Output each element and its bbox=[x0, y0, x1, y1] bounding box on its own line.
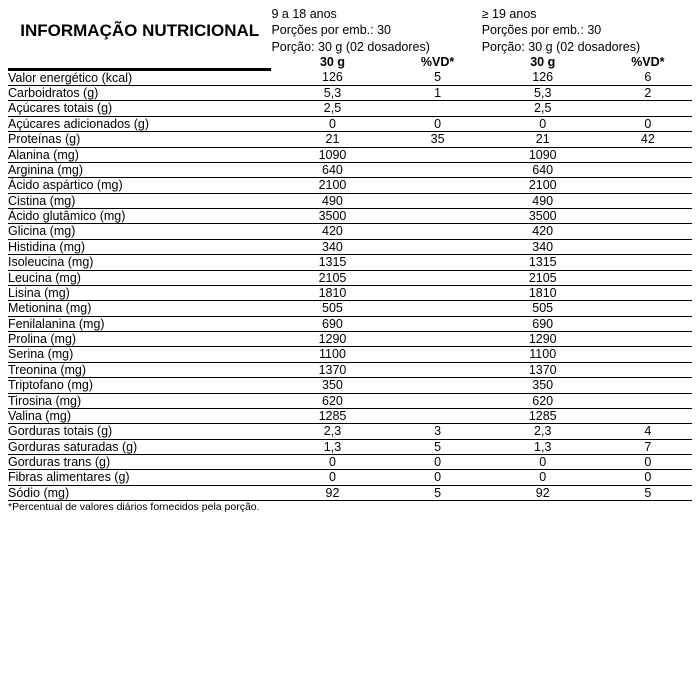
row-label: Gorduras trans (g) bbox=[8, 455, 271, 470]
row-label: Ácido aspártico (mg) bbox=[8, 178, 271, 193]
row-amount-19-plus: 3500 bbox=[482, 209, 604, 224]
row-amount-9-18: 2,5 bbox=[271, 101, 393, 116]
table-row bbox=[8, 301, 692, 316]
row-dv-9-18 bbox=[393, 362, 481, 377]
row-amount-9-18: 420 bbox=[271, 224, 393, 239]
row-dv-19-plus: 0 bbox=[604, 116, 692, 131]
row-dv-19-plus bbox=[604, 101, 692, 116]
row-amount-19-plus: 1810 bbox=[482, 285, 604, 300]
row-label: Serina (mg) bbox=[8, 347, 271, 362]
row-amount-9-18: 21 bbox=[271, 132, 393, 147]
row-amount-19-plus: 5,3 bbox=[482, 86, 604, 101]
row-amount-19-plus: 2,5 bbox=[482, 101, 604, 116]
row-dv-19-plus bbox=[604, 239, 692, 254]
footnote-text: *Percentual de valores diários fornecidos pela porção. bbox=[8, 501, 260, 514]
row-dv-19-plus bbox=[604, 347, 692, 362]
row-amount-19-plus: 1370 bbox=[482, 362, 604, 377]
row-amount-19-plus: 420 bbox=[482, 224, 604, 239]
column-header-row bbox=[8, 55, 692, 69]
row-dv-19-plus bbox=[604, 270, 692, 285]
col-dv-19-plus: %VD* bbox=[631, 54, 665, 69]
table-row bbox=[8, 132, 692, 147]
row-amount-19-plus: 690 bbox=[482, 316, 604, 331]
table-row bbox=[8, 378, 692, 393]
table-row bbox=[8, 255, 692, 270]
row-dv-19-plus: 5 bbox=[604, 485, 692, 500]
row-label: Proteínas (g) bbox=[8, 132, 271, 147]
table-row bbox=[8, 116, 692, 131]
row-amount-9-18: 1370 bbox=[271, 362, 393, 377]
row-amount-9-18: 640 bbox=[271, 162, 393, 177]
row-label: Treonina (mg) bbox=[8, 362, 271, 377]
row-amount-9-18: 126 bbox=[271, 69, 393, 85]
row-dv-9-18 bbox=[393, 162, 481, 177]
row-dv-9-18 bbox=[393, 378, 481, 393]
row-dv-9-18: 35 bbox=[393, 132, 481, 147]
row-amount-19-plus: 92 bbox=[482, 485, 604, 500]
row-amount-19-plus: 1,3 bbox=[482, 439, 604, 454]
row-label: Fenilalanina (mg) bbox=[8, 316, 271, 331]
row-dv-19-plus bbox=[604, 285, 692, 300]
row-amount-9-18: 1090 bbox=[271, 147, 393, 162]
row-amount-19-plus: 340 bbox=[482, 239, 604, 254]
row-label: Histidina (mg) bbox=[8, 239, 271, 254]
row-dv-9-18 bbox=[393, 101, 481, 116]
group-header-19-plus bbox=[482, 6, 692, 55]
row-label: Alanina (mg) bbox=[8, 147, 271, 162]
row-amount-9-18: 620 bbox=[271, 393, 393, 408]
group-age-label: ≥ 19 anos bbox=[481, 7, 537, 21]
table-row bbox=[8, 362, 692, 377]
row-dv-9-18 bbox=[393, 285, 481, 300]
table-row bbox=[8, 147, 692, 162]
row-dv-19-plus bbox=[604, 332, 692, 347]
row-amount-19-plus: 2,3 bbox=[482, 424, 604, 439]
row-dv-19-plus bbox=[604, 408, 692, 423]
table-row bbox=[8, 86, 692, 101]
row-amount-19-plus: 1100 bbox=[482, 347, 604, 362]
row-label: Gorduras saturadas (g) bbox=[8, 439, 271, 454]
row-label: Cistina (mg) bbox=[8, 193, 271, 208]
row-amount-19-plus: 350 bbox=[482, 378, 604, 393]
row-dv-19-plus bbox=[604, 378, 692, 393]
spacer-cell bbox=[8, 55, 271, 69]
row-amount-9-18: 1,3 bbox=[271, 439, 393, 454]
table-row bbox=[8, 332, 692, 347]
header-row bbox=[8, 6, 692, 55]
row-amount-9-18: 5,3 bbox=[271, 86, 393, 101]
row-dv-9-18 bbox=[393, 147, 481, 162]
row-dv-9-18 bbox=[393, 255, 481, 270]
row-dv-9-18: 0 bbox=[393, 470, 481, 485]
group-age-label: 9 a 18 anos bbox=[271, 7, 337, 21]
row-amount-9-18: 350 bbox=[271, 378, 393, 393]
row-dv-9-18: 1 bbox=[393, 86, 481, 101]
row-amount-19-plus: 640 bbox=[482, 162, 604, 177]
row-amount-9-18: 1315 bbox=[271, 255, 393, 270]
row-amount-19-plus: 505 bbox=[482, 301, 604, 316]
row-amount-9-18: 92 bbox=[271, 485, 393, 500]
table-row bbox=[8, 224, 692, 239]
row-dv-19-plus bbox=[604, 147, 692, 162]
page-title: INFORMAÇÃO NUTRICIONAL bbox=[20, 20, 260, 40]
nutrition-table bbox=[8, 6, 692, 513]
row-dv-9-18: 5 bbox=[393, 439, 481, 454]
row-dv-9-18 bbox=[393, 178, 481, 193]
row-amount-19-plus: 0 bbox=[482, 455, 604, 470]
row-amount-9-18: 2105 bbox=[271, 270, 393, 285]
row-label: Açúcares adicionados (g) bbox=[8, 116, 271, 131]
group-servings-per-package: Porções por emb.: 30 bbox=[271, 23, 391, 38]
table-row bbox=[8, 393, 692, 408]
col-amount-19-plus: 30 g bbox=[530, 54, 556, 69]
row-dv-19-plus bbox=[604, 362, 692, 377]
row-dv-9-18 bbox=[393, 332, 481, 347]
row-dv-19-plus bbox=[604, 193, 692, 208]
row-dv-19-plus bbox=[604, 393, 692, 408]
row-dv-19-plus bbox=[604, 301, 692, 316]
row-amount-19-plus: 1315 bbox=[482, 255, 604, 270]
row-dv-9-18 bbox=[393, 239, 481, 254]
row-amount-19-plus: 126 bbox=[482, 69, 604, 85]
row-dv-9-18: 5 bbox=[393, 485, 481, 500]
row-dv-9-18 bbox=[393, 270, 481, 285]
row-label: Valor energético (kcal) bbox=[8, 69, 271, 85]
row-dv-19-plus bbox=[604, 255, 692, 270]
row-amount-9-18: 2,3 bbox=[271, 424, 393, 439]
row-label: Sódio (mg) bbox=[8, 485, 271, 500]
table-row bbox=[8, 209, 692, 224]
row-label: Ácido glutâmico (mg) bbox=[8, 209, 271, 224]
row-dv-19-plus bbox=[604, 316, 692, 331]
row-label: Lisina (mg) bbox=[8, 285, 271, 300]
row-dv-19-plus: 0 bbox=[604, 470, 692, 485]
row-dv-9-18: 3 bbox=[393, 424, 481, 439]
row-amount-19-plus: 21 bbox=[482, 132, 604, 147]
footnote-row bbox=[8, 501, 692, 514]
row-amount-9-18: 490 bbox=[271, 193, 393, 208]
row-dv-9-18 bbox=[393, 347, 481, 362]
row-label: Glicina (mg) bbox=[8, 224, 271, 239]
row-dv-19-plus: 0 bbox=[604, 455, 692, 470]
table-row bbox=[8, 316, 692, 331]
group-portion: Porção: 30 g (02 dosadores) bbox=[271, 39, 430, 54]
row-label: Valina (mg) bbox=[8, 408, 271, 423]
table-row bbox=[8, 455, 692, 470]
row-label: Tirosina (mg) bbox=[8, 393, 271, 408]
row-label: Leucina (mg) bbox=[8, 270, 271, 285]
row-dv-19-plus: 6 bbox=[604, 69, 692, 85]
row-label: Fibras alimentares (g) bbox=[8, 470, 271, 485]
table-row bbox=[8, 101, 692, 116]
row-amount-9-18: 340 bbox=[271, 239, 393, 254]
row-amount-9-18: 0 bbox=[271, 116, 393, 131]
row-label: Prolina (mg) bbox=[8, 332, 271, 347]
row-amount-19-plus: 1290 bbox=[482, 332, 604, 347]
row-label: Carboidratos (g) bbox=[8, 86, 271, 101]
table-row bbox=[8, 424, 692, 439]
table-row bbox=[8, 470, 692, 485]
group-portion: Porção: 30 g (02 dosadores) bbox=[481, 39, 641, 54]
row-label: Gorduras totais (g) bbox=[8, 424, 271, 439]
row-dv-19-plus: 42 bbox=[604, 132, 692, 147]
row-amount-9-18: 1810 bbox=[271, 285, 393, 300]
table-row bbox=[8, 439, 692, 454]
row-dv-19-plus: 4 bbox=[604, 424, 692, 439]
row-amount-9-18: 0 bbox=[271, 455, 393, 470]
row-dv-9-18 bbox=[393, 393, 481, 408]
row-amount-9-18: 505 bbox=[271, 301, 393, 316]
row-dv-19-plus bbox=[604, 178, 692, 193]
row-dv-19-plus: 7 bbox=[604, 439, 692, 454]
row-dv-9-18 bbox=[393, 209, 481, 224]
row-amount-9-18: 2100 bbox=[271, 178, 393, 193]
row-amount-9-18: 1290 bbox=[271, 332, 393, 347]
row-label: Arginina (mg) bbox=[8, 162, 271, 177]
row-dv-9-18 bbox=[393, 224, 481, 239]
row-dv-9-18: 0 bbox=[393, 455, 481, 470]
row-amount-9-18: 1100 bbox=[271, 347, 393, 362]
table-row bbox=[8, 270, 692, 285]
group-servings-per-package: Porções por emb.: 30 bbox=[481, 23, 602, 38]
row-label: Açúcares totais (g) bbox=[8, 101, 271, 116]
row-amount-19-plus: 2105 bbox=[482, 270, 604, 285]
row-dv-9-18: 0 bbox=[393, 116, 481, 131]
row-amount-9-18: 0 bbox=[271, 470, 393, 485]
row-dv-19-plus: 2 bbox=[604, 86, 692, 101]
row-dv-19-plus bbox=[604, 162, 692, 177]
nutrition-rows bbox=[8, 69, 692, 501]
row-amount-19-plus: 490 bbox=[482, 193, 604, 208]
table-row bbox=[8, 408, 692, 423]
table-row bbox=[8, 193, 692, 208]
table-row bbox=[8, 347, 692, 362]
row-amount-19-plus: 0 bbox=[482, 470, 604, 485]
row-amount-19-plus: 620 bbox=[482, 393, 604, 408]
row-dv-19-plus bbox=[604, 224, 692, 239]
group-header-9-18 bbox=[271, 6, 481, 55]
col-dv-9-18: %VD* bbox=[420, 54, 455, 69]
col-amount-9-18: 30 g bbox=[319, 54, 345, 69]
row-dv-9-18 bbox=[393, 193, 481, 208]
table-row bbox=[8, 239, 692, 254]
table-row bbox=[8, 162, 692, 177]
row-amount-19-plus: 1090 bbox=[482, 147, 604, 162]
row-label: Isoleucina (mg) bbox=[8, 255, 271, 270]
row-label: Metionina (mg) bbox=[8, 301, 271, 316]
row-dv-9-18: 5 bbox=[393, 69, 481, 85]
row-amount-9-18: 690 bbox=[271, 316, 393, 331]
row-amount-19-plus: 1285 bbox=[482, 408, 604, 423]
row-amount-19-plus: 2100 bbox=[482, 178, 604, 193]
table-row bbox=[8, 485, 692, 500]
row-amount-9-18: 3500 bbox=[271, 209, 393, 224]
row-dv-9-18 bbox=[393, 408, 481, 423]
row-dv-9-18 bbox=[393, 301, 481, 316]
row-label: Triptofano (mg) bbox=[8, 378, 271, 393]
row-dv-9-18 bbox=[393, 316, 481, 331]
row-dv-19-plus bbox=[604, 209, 692, 224]
table-row bbox=[8, 69, 692, 85]
table-row bbox=[8, 178, 692, 193]
row-amount-9-18: 1285 bbox=[271, 408, 393, 423]
table-row bbox=[8, 285, 692, 300]
row-amount-19-plus: 0 bbox=[482, 116, 604, 131]
